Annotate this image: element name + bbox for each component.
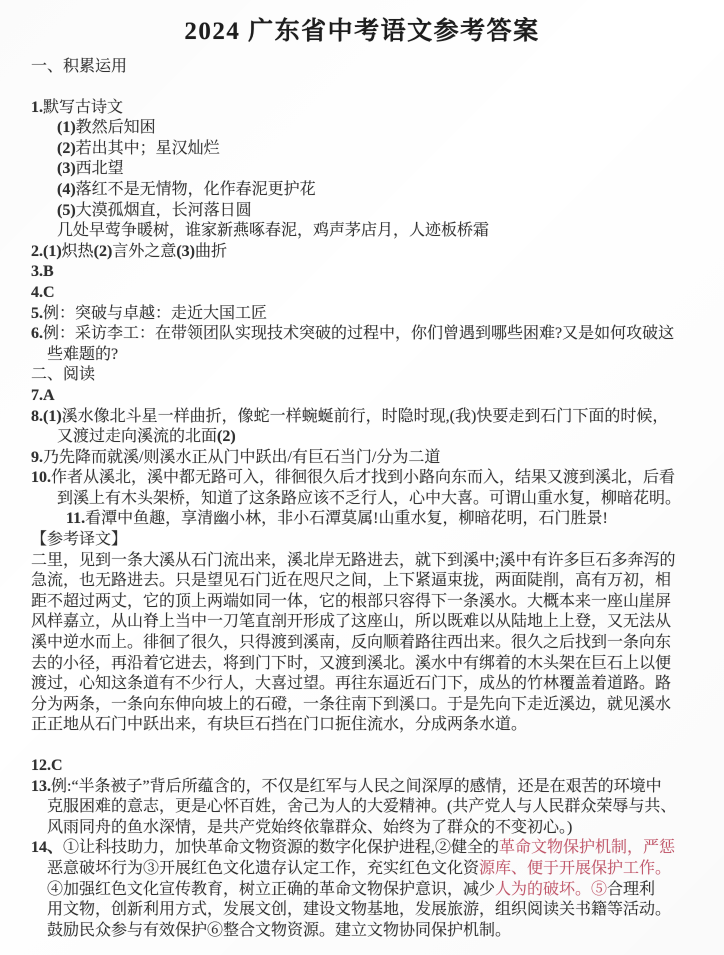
text-segment: 【参考译文】 <box>31 531 128 549</box>
text-segment: 4.C <box>31 283 55 301</box>
doc-line <box>0 612 724 633</box>
doc-line <box>0 242 724 263</box>
doc-line <box>0 633 724 654</box>
text-segment: 1. <box>31 98 43 116</box>
text-segment: (1) <box>57 119 76 137</box>
text-segment: 6. <box>31 325 43 343</box>
red-text-segment: 人为的破坏。⑤ <box>495 880 608 898</box>
text-segment: ①让科技助力，加快革命文物资源的数字化保护进程,②健全的 <box>63 839 500 857</box>
text-segment: 风样嘉立，从山脊上当中一刀笔直剖开形成了这座山，所以既难以从陆地上上登，又无法从 <box>31 613 672 631</box>
doc-line <box>0 98 724 119</box>
text-segment: 克服困难的意志，更是心怀百姓，舍己为人的大爱精神。(共产党人与人民群众荣辱与共、 <box>47 798 677 816</box>
doc-line <box>0 921 724 942</box>
doc-line <box>0 838 724 859</box>
doc-line <box>0 797 724 818</box>
text-segment: 溪中逆水而上。徘徊了很久，只得渡到溪南，反向顺着路往西出来。很久之后找到一条向东 <box>31 634 672 652</box>
text-segment: 8.(1) <box>31 407 62 425</box>
text-segment: 若出其中；星汉灿烂 <box>75 139 220 157</box>
doc-line <box>0 489 724 510</box>
text-segment: 看潭中鱼趣，享清幽小林，非小石潭莫属!山重水复，柳暗花明，石门胜景! <box>85 510 608 528</box>
text-segment: (2) <box>217 428 236 446</box>
doc-line <box>0 880 724 901</box>
text-segment: 9. <box>31 448 43 466</box>
doc-line <box>0 448 724 469</box>
text-segment: 11. <box>66 510 86 528</box>
text-segment: 14、 <box>31 839 64 857</box>
doc-line <box>0 654 724 675</box>
doc-line <box>0 262 724 283</box>
text-segment: 言外之意 <box>112 242 177 260</box>
red-text-segment: 源库、便于开展保护工作。 <box>479 859 672 877</box>
text-segment: 一、积累运用 <box>31 58 128 75</box>
text-segment: (2) <box>93 242 113 260</box>
text-segment: 例：突破与卓越：走近大国工匠 <box>43 304 268 322</box>
doc-line <box>0 900 724 921</box>
doc-line <box>0 427 724 448</box>
text-segment: 渡过，心知这条道有不少行人，大喜过望。再往东逼近石门下，成丛的竹林覆盖着道路。路 <box>31 675 672 693</box>
text-segment: 正正地从石门中跃出来，有块巨石挡在门口扼住流水，分成两条水道。 <box>31 716 528 734</box>
doc-line <box>0 551 724 572</box>
text-segment: 些难题的? <box>47 345 119 363</box>
text-segment: 用文物，创新利用方式，发展文创，建设文物基地，发展旅游，组织阅读关书籍等活动。 <box>47 901 672 919</box>
text-segment: 例:“半条被子”背后所蕴含的，不仅是红军与人民之间深厚的感情，还是在艰苦的环境中 <box>51 777 662 795</box>
doc-line <box>0 756 724 777</box>
text-segment: 3.B <box>31 263 54 281</box>
text-segment: 2.(1) <box>31 242 62 260</box>
doc-line <box>0 818 724 839</box>
text-segment: (3) <box>57 160 76 178</box>
text-segment: 又渡过走向溪流的北面 <box>57 428 218 446</box>
text-segment: 炽热 <box>61 242 94 260</box>
doc-line <box>0 386 724 407</box>
doc-line <box>0 324 724 345</box>
text-segment: 默写古诗文 <box>43 98 124 116</box>
text-segment: 乃先降而就溪/则溪水正从门中跃出/有巨石当门/分为二道 <box>43 448 441 466</box>
text-segment: 风雨同舟的鱼水深情，是共产党始终依靠群众、始终为了群众的不变初心。) <box>47 818 573 836</box>
doc-line <box>0 468 724 489</box>
doc-line <box>0 365 724 386</box>
doc-line <box>0 201 724 222</box>
text-segment: (2) <box>57 139 76 157</box>
doc-line <box>0 674 724 695</box>
doc-line <box>0 57 724 78</box>
text-segment: 鼓励民众参与有效保护⑥整合文物资源。建立文物协同保护机制。 <box>47 921 512 939</box>
text-segment: 几处早莺争暖树，谁家新燕啄春泥，鸡声茅店月，人迹板桥霜 <box>57 222 490 240</box>
text-segment: 作者从溪北，溪中都无路可入，徘徊很久后才找到小路向东而入，结果又渡到溪北，后看 <box>51 469 676 487</box>
text-segment: 5. <box>31 304 43 322</box>
text-segment: 恶意破坏行为③开展红色文化遗存认定工作，充实红色文化资 <box>47 859 480 877</box>
text-segment: 13. <box>31 777 51 795</box>
doc-line <box>0 159 724 180</box>
text-segment: 落红不是无情物，化作春泥更护花 <box>75 180 316 198</box>
doc-line <box>0 571 724 592</box>
text-segment: 7.A <box>31 386 55 404</box>
doc-line <box>0 221 724 242</box>
text-segment: 到溪上有木头架桥，知道了这条路应该不乏行人，心中大喜。可谓山重水复，柳暗花明。 <box>57 489 682 507</box>
text-segment: 大漠孤烟直，长河落日圆 <box>75 201 252 219</box>
text-segment: 曲折 <box>195 242 228 260</box>
text-segment: (3) <box>176 242 195 260</box>
text-segment: 急流，也无路进去。只是望见石门近在咫尺之间，上下紧逼束拢，两面陡削，高有万初，相 <box>31 572 672 590</box>
text-segment: 合理利 <box>607 880 656 898</box>
doc-line <box>0 139 724 160</box>
doc-line <box>0 530 724 551</box>
text-segment: 距不超过两丈，它的顶上两端如同一体，它的根部只容得下一条溪水。大概本来一座山崖屏 <box>31 592 672 610</box>
doc-line <box>0 777 724 798</box>
doc-line <box>0 509 724 530</box>
text-segment: (4) <box>57 180 76 198</box>
text-segment: 二里，见到一条大溪从石门流出来，溪北岸无路进去，就下到溪中;溪中有许多巨石多奔泻的 <box>31 551 676 569</box>
text-segment: 教然后知困 <box>75 119 156 137</box>
text-segment: 分为两条，一条向东伸向坡上的石磴，一条往南下到溪口。于是先向下走近溪边，就见溪水 <box>31 695 672 713</box>
doc-line <box>0 407 724 428</box>
doc-line <box>0 592 724 613</box>
doc-line <box>0 695 724 716</box>
text-segment: 二、阅读 <box>31 366 96 384</box>
page-title: 2024 广东省中考语文参考答案 <box>184 18 540 45</box>
red-text-segment: 革命文物保护机制，严惩 <box>499 839 676 857</box>
doc-line <box>0 859 724 880</box>
text-segment: 溪水像北斗星一样曲折，像蛇一样蜿蜒前行，时隐时现,(我)快要走到石门下面的时候， <box>61 407 669 425</box>
text-segment: (5) <box>57 201 76 219</box>
doc-line <box>0 180 724 201</box>
doc-line <box>0 304 724 325</box>
text-segment: 例：采访李工：在带领团队实现技术突破的过程中，你们曾遇到哪些困难?又是如何攻破这 <box>43 325 675 343</box>
text-segment: 西北望 <box>75 160 124 178</box>
text-segment: 10. <box>31 469 51 487</box>
doc-line <box>0 345 724 366</box>
document-body <box>0 57 724 941</box>
doc-line <box>0 715 724 736</box>
doc-line <box>0 283 724 304</box>
text-segment: 12.C <box>31 757 63 774</box>
doc-line <box>0 118 724 139</box>
text-segment: ④加强红色文化宣传教育，树立正确的革命文物保护意识，减少 <box>47 880 496 898</box>
text-segment: 去的小径，再沿着它进去，将到门下时，又渡到溪北。溪水中有绑着的木头架在巨石上以便 <box>31 654 672 672</box>
